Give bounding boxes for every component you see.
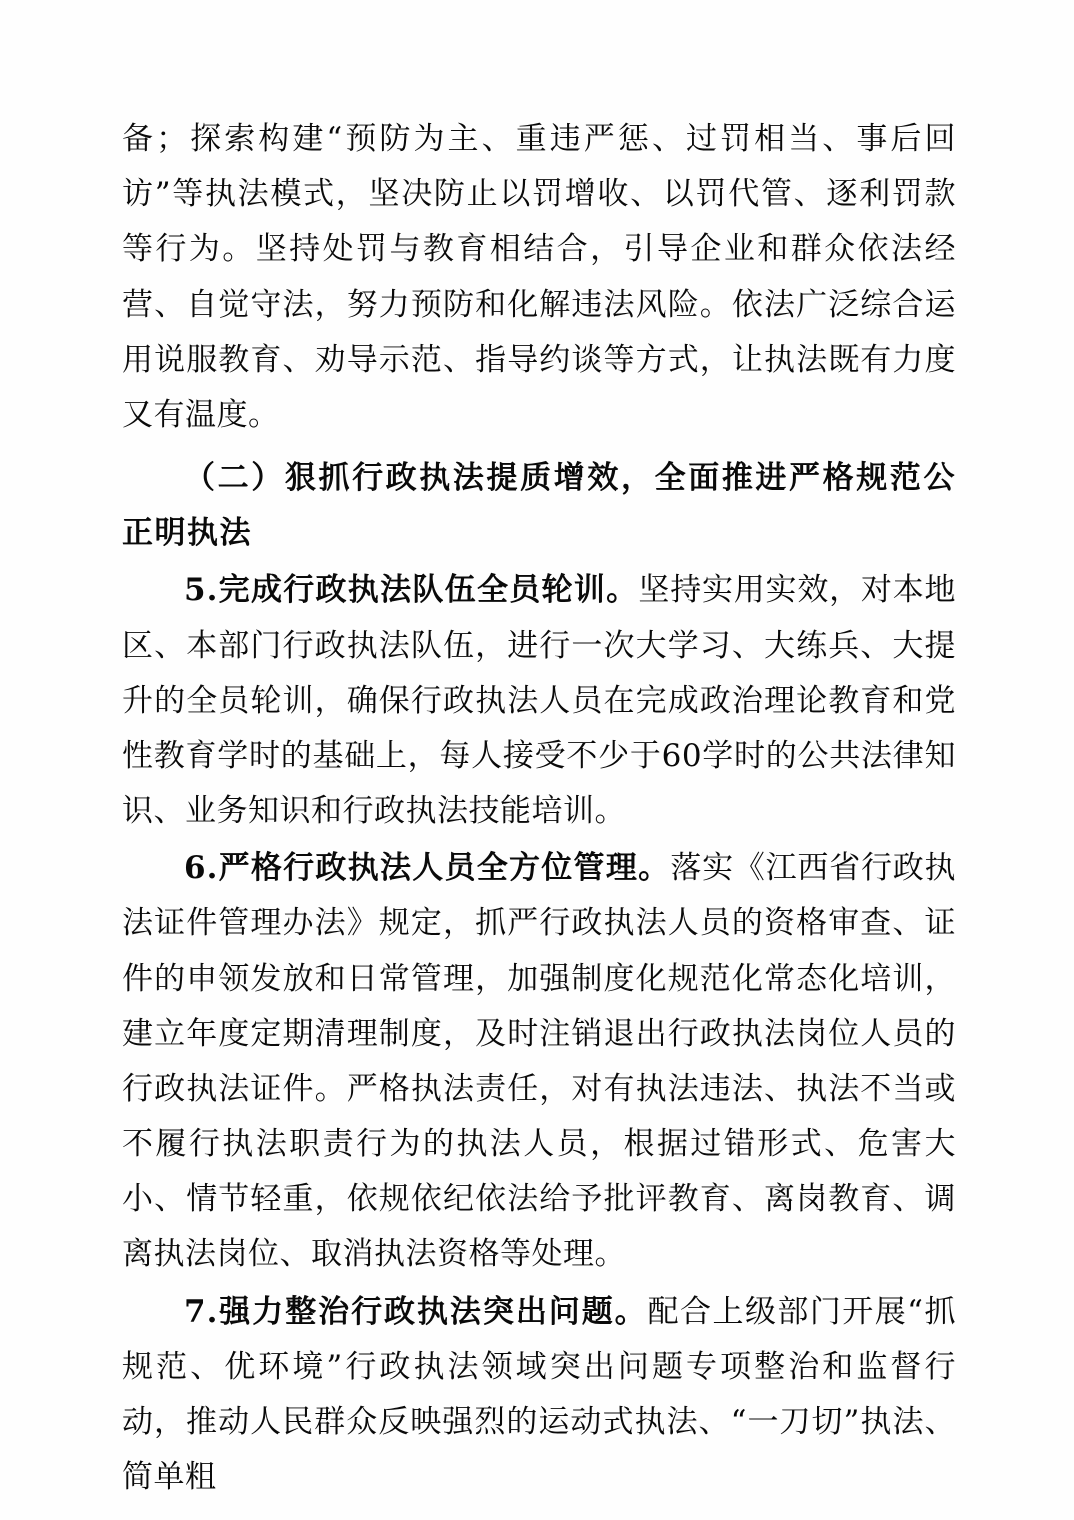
list-item-5-lead: 5.完成行政执法队伍全员轮训。 xyxy=(184,572,639,609)
list-item-7 xyxy=(122,1285,956,1506)
list-item-5-text: 坚持实用实效，对本地区、本部门行政执法队伍，进行一次大学习、大练兵、大提升的全员轮训，确保行政执法人员在完成政治理论教育和党性教育学时的基础上，每人接受不少于60学时的公共法律知识、业务知识和行政执法技能培训。 xyxy=(122,572,956,830)
section-heading: （二）狠抓行政执法提质增效，全面推进严格规范公正明执法 xyxy=(122,460,956,552)
list-item-5 xyxy=(122,563,956,839)
list-item-6-text: 落实《江西省行政执法证件管理办法》规定，抓严行政执法人员的资格审查、证件的申领发放和日常管理，加强制度化规范化常态化培训，建立年度定期清理制度，及时注销退出行政执法岗位人员的行政执法证件。严格执法责任，对有执法违法、执法不当或不履行执法职责行为的执法人员，根据过错形式、危害大小、情节轻重，依规依纪依法给予批评教育、离岗教育、调离执法岗位、取消执法资格等处理。 xyxy=(122,850,956,1273)
list-item-7-lead: 7.强力整治行政执法突出问题。 xyxy=(184,1293,648,1330)
document-body xyxy=(122,112,956,1505)
list-item-7-text: 配合上级部门开展“抓规范、优环境”行政执法领域突出问题专项整治和监督行动，推动人民群众反映强烈的运动式执法、“一刀切”执法、简单粗 xyxy=(122,1293,956,1496)
paragraph-continuation: 备；探索构建“预防为主、重违严惩、过罚相当、事后回访”等执法模式，坚决防止以罚增收、以罚代管、逐利罚款等行为。坚持处罚与教育相结合，引导企业和群众依法经营、自觉守法，努力预防和化解违法风险。依法广泛综合运用说服教育、劝导示范、指导约谈等方式，让执法既有力度又有温度。 xyxy=(122,121,956,433)
list-item-6-lead: 6.严格行政执法人员全方位管理。 xyxy=(184,850,671,887)
list-item-6 xyxy=(122,841,956,1282)
